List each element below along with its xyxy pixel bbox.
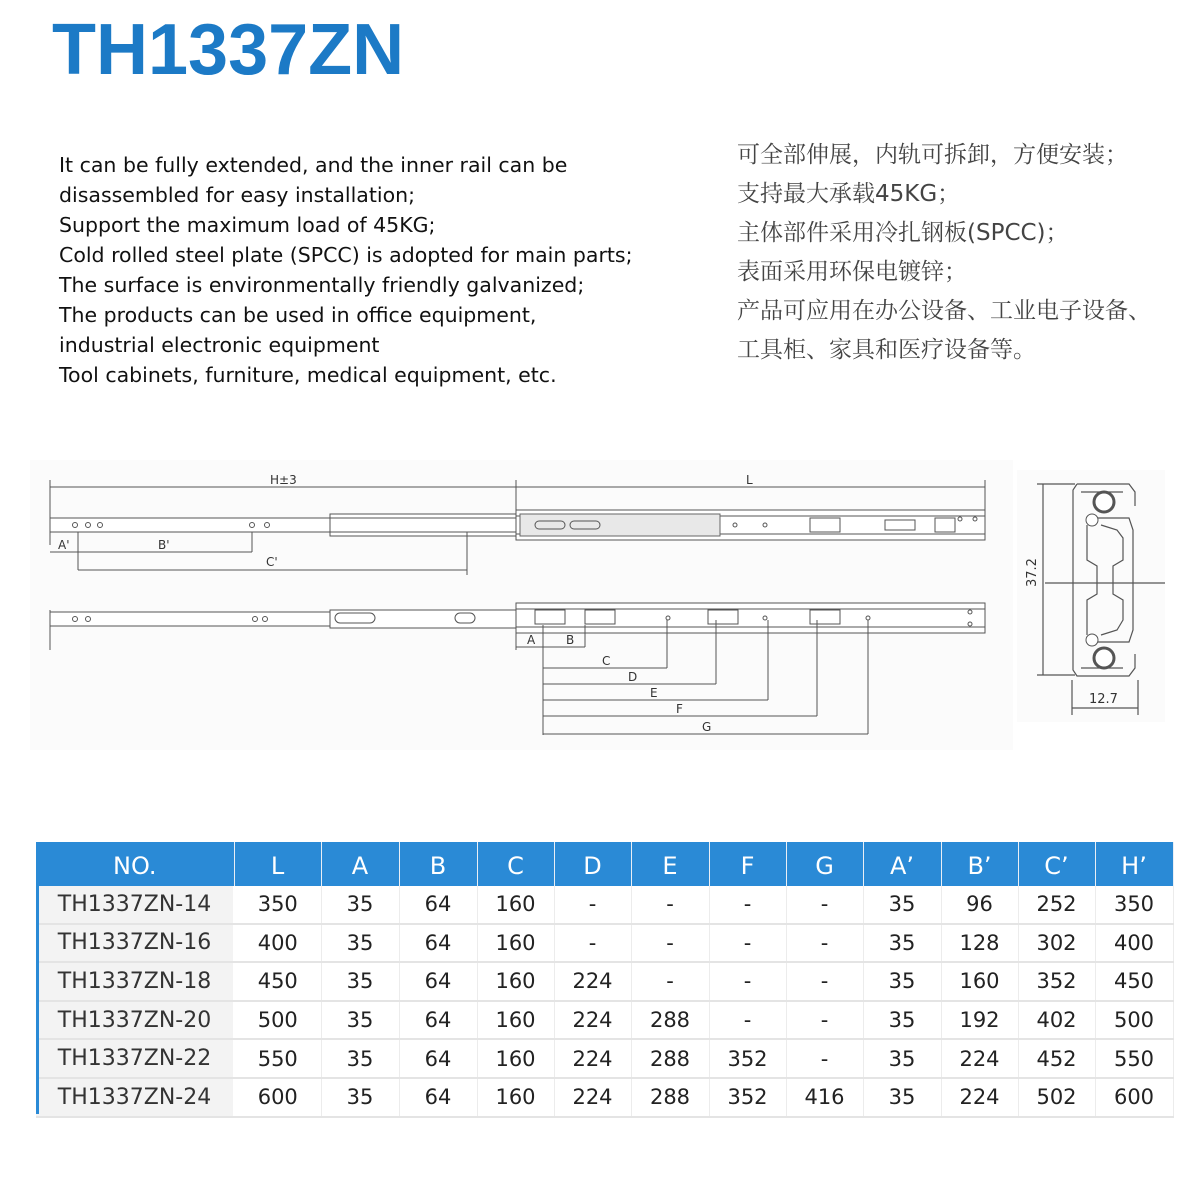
- value-cell: 35: [863, 962, 941, 1001]
- cn-line: 工具柜、家具和医疗设备等。: [737, 337, 1036, 363]
- value-cell: 35: [863, 924, 941, 963]
- dim-label-d: D: [628, 670, 638, 684]
- value-cell: 35: [863, 1001, 941, 1040]
- table-row: [36, 924, 1173, 963]
- value-cell: 224: [554, 1039, 631, 1078]
- value-cell: 400: [234, 924, 321, 963]
- value-cell: -: [709, 962, 786, 1001]
- model-cell: TH1337ZN-20: [36, 1001, 234, 1040]
- cn-line: 支持最大承载45KG；: [737, 181, 961, 207]
- dim-label-l: L: [746, 473, 753, 487]
- table-row: [36, 1001, 1173, 1040]
- en-line: Cold rolled steel plate (SPCC) is adopted for main parts;: [59, 243, 633, 267]
- dim-label-width: 12.7: [1089, 692, 1118, 707]
- value-cell: 402: [1018, 1001, 1095, 1040]
- en-line: It can be fully extended, and the inner rail can be: [59, 153, 568, 177]
- description-english: [59, 150, 633, 390]
- column-header: D: [554, 842, 631, 886]
- dim-label-h: H±3: [270, 473, 297, 487]
- en-line: Support the maximum load of 45KG;: [59, 213, 436, 237]
- table-row: [36, 1039, 1173, 1078]
- value-cell: 302: [1018, 924, 1095, 963]
- dim-label-e: E: [650, 686, 658, 700]
- value-cell: 160: [477, 1039, 554, 1078]
- dim-label-f: F: [676, 702, 683, 716]
- value-cell: 400: [1095, 924, 1173, 963]
- dim-label-b: B: [566, 633, 575, 647]
- en-line: The surface is environmentally friendly galvanized;: [59, 273, 585, 297]
- value-cell: 288: [631, 1039, 709, 1078]
- dim-label-b-prime: B': [158, 538, 170, 552]
- value-cell: 35: [321, 1078, 399, 1117]
- model-cell: TH1337ZN-22: [36, 1039, 234, 1078]
- column-header: H’: [1095, 842, 1173, 886]
- value-cell: -: [709, 924, 786, 963]
- table-header-row: [36, 842, 1173, 886]
- value-cell: 352: [1018, 962, 1095, 1001]
- column-header: E: [631, 842, 709, 886]
- value-cell: 35: [321, 962, 399, 1001]
- cn-line: 可全部伸展，内轨可拆卸，方便安装；: [737, 142, 1128, 168]
- value-cell: 35: [863, 1078, 941, 1117]
- value-cell: 64: [399, 886, 477, 924]
- column-header: B’: [941, 842, 1018, 886]
- value-cell: 35: [863, 1039, 941, 1078]
- dim-label-a: A: [527, 633, 536, 647]
- value-cell: 64: [399, 924, 477, 963]
- value-cell: 35: [321, 924, 399, 963]
- value-cell: 160: [477, 924, 554, 963]
- slide-technical-drawing: [30, 460, 1013, 750]
- value-cell: 350: [234, 886, 321, 924]
- table-row: [36, 886, 1173, 924]
- value-cell: 288: [631, 1001, 709, 1040]
- value-cell: 64: [399, 1039, 477, 1078]
- value-cell: -: [709, 1001, 786, 1040]
- value-cell: 35: [321, 886, 399, 924]
- value-cell: 160: [477, 1078, 554, 1117]
- cn-line: 主体部件采用冷扎钢板(SPCC)；: [737, 220, 1069, 246]
- value-cell: 35: [321, 1039, 399, 1078]
- value-cell: -: [786, 1001, 863, 1040]
- value-cell: 288: [631, 1078, 709, 1117]
- slide-drawing-svg: [30, 460, 1013, 750]
- value-cell: -: [554, 886, 631, 924]
- value-cell: 35: [863, 886, 941, 924]
- column-header: NO.: [36, 842, 234, 886]
- en-line: industrial electronic equipment: [59, 333, 380, 357]
- value-cell: -: [786, 1039, 863, 1078]
- value-cell: 64: [399, 962, 477, 1001]
- value-cell: 160: [941, 962, 1018, 1001]
- dim-label-a-prime: A': [58, 538, 70, 552]
- table-row: [36, 962, 1173, 1001]
- value-cell: -: [631, 924, 709, 963]
- value-cell: 600: [234, 1078, 321, 1117]
- value-cell: 192: [941, 1001, 1018, 1040]
- cn-line: 表面采用环保电镀锌；: [737, 259, 967, 285]
- value-cell: 600: [1095, 1078, 1173, 1117]
- slide-cross-section: [1017, 470, 1165, 722]
- value-cell: 128: [941, 924, 1018, 963]
- value-cell: 352: [709, 1078, 786, 1117]
- value-cell: 500: [1095, 1001, 1173, 1040]
- value-cell: 502: [1018, 1078, 1095, 1117]
- dim-label-height: 37.2: [1025, 558, 1040, 587]
- cross-section-svg: [1017, 470, 1165, 722]
- column-header: A: [321, 842, 399, 886]
- value-cell: 350: [1095, 886, 1173, 924]
- value-cell: 160: [477, 962, 554, 1001]
- en-line: Tool cabinets, furniture, medical equipment, etc.: [59, 363, 557, 387]
- value-cell: 500: [234, 1001, 321, 1040]
- column-header: C’: [1018, 842, 1095, 886]
- column-header: G: [786, 842, 863, 886]
- dimensions-table: [36, 842, 1174, 1118]
- dim-label-g: G: [702, 720, 712, 734]
- value-cell: 224: [941, 1078, 1018, 1117]
- value-cell: -: [786, 886, 863, 924]
- en-line: The products can be used in office equipment,: [59, 303, 537, 327]
- value-cell: 550: [1095, 1039, 1173, 1078]
- value-cell: 452: [1018, 1039, 1095, 1078]
- value-cell: -: [786, 924, 863, 963]
- value-cell: -: [631, 886, 709, 924]
- value-cell: 96: [941, 886, 1018, 924]
- product-title: TH1337ZN: [52, 10, 405, 90]
- column-header: F: [709, 842, 786, 886]
- value-cell: 252: [1018, 886, 1095, 924]
- value-cell: 224: [941, 1039, 1018, 1078]
- model-cell: TH1337ZN-16: [36, 924, 234, 963]
- cn-line: 产品可应用在办公设备、工业电子设备、: [737, 298, 1151, 324]
- value-cell: -: [709, 886, 786, 924]
- model-cell: TH1337ZN-18: [36, 962, 234, 1001]
- value-cell: 64: [399, 1078, 477, 1117]
- en-line: disassembled for easy installation;: [59, 183, 416, 207]
- value-cell: -: [786, 962, 863, 1001]
- model-cell: TH1337ZN-24: [36, 1078, 234, 1117]
- value-cell: 450: [1095, 962, 1173, 1001]
- column-header: L: [234, 842, 321, 886]
- value-cell: 224: [554, 1078, 631, 1117]
- value-cell: 550: [234, 1039, 321, 1078]
- value-cell: 35: [321, 1001, 399, 1040]
- value-cell: 64: [399, 1001, 477, 1040]
- value-cell: 352: [709, 1039, 786, 1078]
- value-cell: 160: [477, 886, 554, 924]
- value-cell: -: [554, 924, 631, 963]
- value-cell: 224: [554, 1001, 631, 1040]
- value-cell: -: [631, 962, 709, 1001]
- column-header: A’: [863, 842, 941, 886]
- table-left-border: [36, 882, 39, 1114]
- value-cell: 450: [234, 962, 321, 1001]
- value-cell: 160: [477, 1001, 554, 1040]
- description-chinese: [737, 136, 1151, 370]
- dim-label-c: C: [602, 654, 611, 668]
- model-cell: TH1337ZN-14: [36, 886, 234, 924]
- column-header: B: [399, 842, 477, 886]
- dim-label-c-prime: C': [266, 555, 278, 569]
- value-cell: 224: [554, 962, 631, 1001]
- column-header: C: [477, 842, 554, 886]
- table-row: [36, 1078, 1173, 1117]
- value-cell: 416: [786, 1078, 863, 1117]
